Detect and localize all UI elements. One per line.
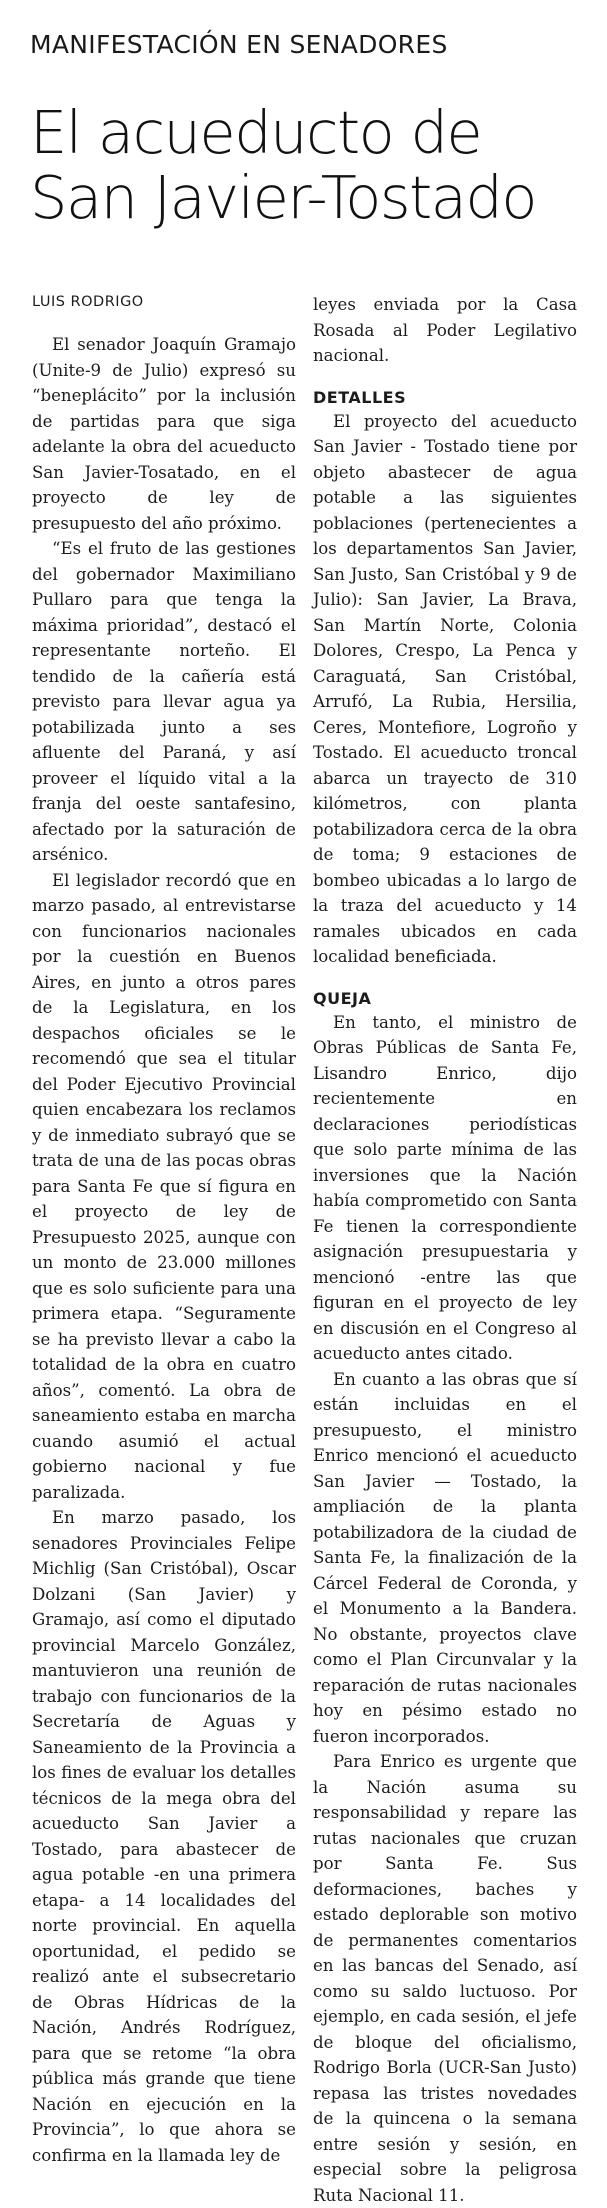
body-paragraph: En tanto, el ministro de Obras Públicas de Santa Fe, Lisandro Enrico, dijo recientemente en declaraciones periodísticas que solo parte mínima de las inversiones que la Nación había comprometido con Santa Fe tienen la correspondiente asignación presupuestaria y mencionó -entre las que figuran en el proyecto de ley en discusión en el Congreso al acueducto antes citado.	[313, 1012, 577, 1363]
left-column	[32, 292, 296, 2168]
body-paragraph: El senador Joaquín Gramajo (Unite-9 de Julio) expresó su “beneplácito” por la inclusión de partidas para que siga adelante la obra del acueducto San Javier-Tosatado, en el proyecto de ley de presupuesto del año próximo.	[32, 335, 296, 533]
kicker: MANIFESTACIÓN EN SENADORES	[30, 30, 448, 59]
section-heading-detalles: DETALLES	[313, 387, 407, 407]
byline: LUIS RODRIGO	[32, 294, 144, 310]
body-paragraph: En marzo pasado, los senadores Provinciales Felipe Michlig (San Cristóbal), Oscar Dolzani (San Javier) y Gramajo, así como el diputado provincial Marcelo González, mantuvieron una reunión de trabajo con funcionarios de la Secretaría de Aguas y Saneamiento de la Provincia a los fines de evaluar los detalles técnicos de la mega obra del acueducto San Javier a Tostado, para abastecer de agua potable -en una primera etapa- a 14 localidades del norte provincial. En aquella oportunidad, el pedido se realizó ante el subsecretario de Obras Hídricas de la Nación, Andrés Rodríguez, para que se retome “la obra pública más grande que tiene Nación en ejecución en la Provincia”, lo que ahora se confirma en la llamada ley de	[32, 1508, 296, 2165]
body-paragraph: El legislador recordó que en marzo pasado, al entrevistarse con funcionarios nacionales por la cuestión en Buenos Aires, en junto a otros pares de la Legislatura, en los despachos oficiales se le recomendó que sea el titular del Poder Ejecutivo Provincial quien encabezara los reclamos y de inmediato subrayó que se trata de una de las pocas obras para Santa Fe que sí figura en el proyecto de ley de Presupuesto 2025, aunque con un monto de 23.000 millones que es solo suficiente para una primera etapa. “Seguramente se ha previsto llevar a cabo la totalidad de la obra en cuatro años”, comentó. La obra de saneamiento estaba en marcha cuando asumió el actual gobierno nacional y fue paralizada.	[32, 870, 296, 1502]
headline-line-2: San Javier-Tostado	[30, 163, 536, 232]
body-paragraph-continuation: leyes enviada por la Casa Rosada al Poder Legilativo nacional.	[313, 295, 577, 365]
right-column	[313, 292, 577, 2208]
body-paragraph: En cuanto a las obras que sí están incluidas en el presupuesto, el ministro Enrico mencionó el acueducto San Javier — Tostado, la ampliación de la planta potabilizadora de la ciudad de Santa Fe, la finalización de la Cárcel Federal de Coronda, y el Monumento a la Bandera. No obstante, proyectos clave como el Plan Circunvalar y la reparación de rutas nacionales hoy en pésimo estado no fueron incorporados.	[313, 1369, 577, 1746]
section-heading-queja: QUEJA	[313, 988, 372, 1008]
body-paragraph: “Es el fruto de las gestiones del gobernador Maximiliano Pullaro para que tenga la máxima prioridad”, destacó el representante norteño. El tendido de la cañería está previsto para llevar agua ya potabilizada junto a ses afluente del Paraná, y así proveer el líquido vital a la franja del oeste santafesino, afectado por la saturación de arsénico.	[32, 539, 296, 864]
body-paragraph: El proyecto del acueducto San Javier - Tostado tiene por objeto abastecer de agua potable a las siguientes poblaciones (pertenecientes a los departamentos San Javier, San Justo, San Cristóbal y 9 de Julio): San Javier, La Brava, San Martín Norte, Colonia Dolores, Crespo, La Penca y Caraguatá, San Cristóbal, Arrufó, La Rubia, Hersilia, Ceres, Montefiore, Logroño y Tostado. El acueducto troncal abarca un trayecto de 310 kilómetros, con planta potabilizadora cerca de la obra de toma; 9 estaciones de bombeo ubicadas a lo largo de la traza del acueducto y 14 ramales ubicados en cada localidad beneficiada.	[313, 411, 577, 966]
body-paragraph: Para Enrico es urgente que la Nación asuma su responsabilidad y repare las rutas nacionales que cruzan por Santa Fe. Sus deformaciones, baches y estado deplorable son motivo de permanentes comentarios en las bancas del Senado, así como su saldo luctuoso. Por ejemplo, en cada sesión, el jefe de bloque del oficialismo, Rodrigo Borla (UCR-San Justo) repasa las tristes novedades de la quincena o la semana entre sesión y sesión, en especial sobre la peligrosa Ruta Nacional 11.	[313, 1752, 577, 2205]
headline	[30, 100, 590, 230]
headline-line-1: El acueducto de	[30, 98, 482, 167]
